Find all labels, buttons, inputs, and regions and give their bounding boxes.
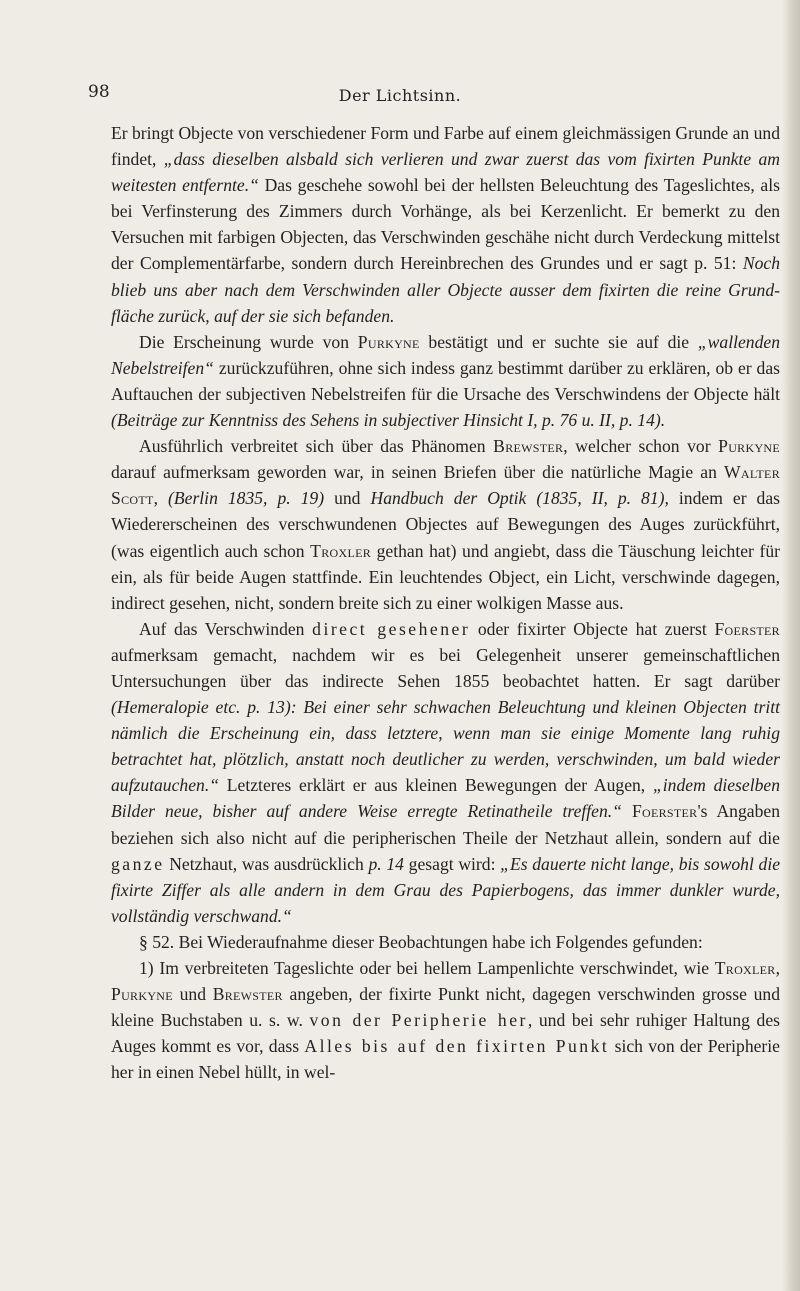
paragraph bbox=[111, 433, 780, 616]
section-paragraph bbox=[111, 929, 780, 955]
text-run: , welcher schon vor bbox=[563, 436, 719, 457]
small-caps-name: Brewster bbox=[212, 984, 283, 1005]
body-text bbox=[111, 120, 780, 1085]
italic-run: Noch blieb uns aber nach dem Verschwinden aller Objecte ausser dem fixirten die reine Grund-fläche zurück, auf der sie sich befanden. bbox=[111, 253, 780, 326]
small-caps-name: Troxler bbox=[310, 540, 372, 561]
italic-run: „wallenden Nebelstreifen“ bbox=[111, 331, 780, 378]
text-run: aufmerksam gemacht, nachdem wir es bei Gelegenheit unserer gemeinschaftlichen Untersuchungen über das indirecte Sehen 1855 beobachtet hatten. Er sagt darüber bbox=[111, 644, 780, 691]
text-run: gesagt wird: bbox=[403, 853, 501, 874]
text-run: , bbox=[153, 488, 169, 509]
paragraph bbox=[111, 120, 780, 329]
paragraph bbox=[111, 616, 780, 929]
small-caps-name: Foerster bbox=[714, 618, 780, 639]
running-head bbox=[0, 82, 800, 112]
italic-run: Handbuch der Optik (1835, II, p. 81), bbox=[370, 488, 669, 509]
small-caps-name: Purkyne bbox=[357, 331, 420, 352]
text-run: Ausführlich verbreitet sich über das Phänomen bbox=[139, 436, 494, 457]
text-run: § 52. Bei Wiederaufnahme dieser Beobachtungen habe ich Folgendes gefunden: bbox=[139, 931, 703, 952]
italic-run: „Es dauerte nicht lange, bis sowohl die fixirte Ziffer als alle andern in dem Grau des Papierbogens, das immer dunkler wurde, vollständig verschwand.“ bbox=[111, 853, 781, 926]
paragraph bbox=[111, 329, 780, 433]
text-run: oder fixirter Objecte hat zuerst bbox=[470, 618, 715, 639]
small-caps-name: Purkyne bbox=[718, 436, 781, 457]
text-run: gethan hat) und angiebt, dass die Täuschung leichter für ein, als für beide Augen stattfinde. Ein leuchtendes Object, ein Licht, verschwinde dagegen, indirect gesehen, nicht, sondern breite sich zu einer wolkigen Masse aus. bbox=[111, 540, 780, 613]
small-caps-name: Troxler bbox=[714, 958, 776, 978]
numbered-paragraph bbox=[111, 955, 780, 1085]
text-run: sich von der Peripherie her in einen Nebel hüllt, in wel- bbox=[111, 1036, 780, 1083]
italic-run: „dass dieselben alsbald sich verlieren und zwar zuerst das vom fixirten Punkte am weitesten entfernte.“ bbox=[111, 149, 780, 196]
italic-run: (Berlin 1835, p. 19) bbox=[168, 488, 325, 509]
spaced-emphasis: direct gesehener bbox=[312, 618, 471, 639]
running-title: Der Lichtsinn. bbox=[338, 86, 462, 105]
text-run: , bbox=[775, 958, 780, 978]
text-run: Die Erscheinung wurde von bbox=[139, 331, 358, 352]
text-run: angeben, der fixirte Punkt nicht, dagegen verschwinden grosse und kleine Buchstaben u. s. w. bbox=[111, 984, 780, 1031]
text-run: Netzhaut, was ausdrücklich bbox=[164, 853, 369, 874]
page-number: 98 bbox=[88, 82, 110, 102]
small-caps-name: Purkyne bbox=[111, 984, 173, 1005]
text-run: darauf aufmerksam geworden war, in seinen Briefen über die natürliche Magie an bbox=[111, 462, 725, 483]
text-run: Letzteres erklärt er aus kleinen Bewegungen der Augen, bbox=[219, 775, 653, 796]
spaced-emphasis: ganze bbox=[111, 853, 165, 874]
page-edge bbox=[782, 0, 800, 1291]
spaced-emphasis: von der Peripherie her bbox=[309, 1010, 528, 1031]
text-run: und bbox=[172, 984, 213, 1005]
spaced-emphasis: Alles bis auf den fixirten Punkt bbox=[304, 1036, 610, 1057]
text-run: und bbox=[324, 488, 371, 509]
small-caps-name: Brewster bbox=[493, 436, 564, 457]
small-caps-name: Foerster bbox=[631, 801, 698, 822]
text-run: Das geschehe sowohl bei der hellsten Beleuchtung des Tageslichtes, als bei Verfinsterung des Zimmers durch Vorhänge, als bei Kerzenlicht. Er bemerkt zu den Versuchen mit farbigen Objecten, das Verschwinden geschähe nicht durch Verdeckung mittelst der Complementärfarbe, sondern durch Hereinbrechen des Grundes und er sagt p. 51: bbox=[111, 175, 780, 274]
italic-run: p. 14 bbox=[368, 853, 404, 874]
text-run: bestätigt und er suchte sie auf die bbox=[419, 331, 698, 352]
text-run: zurückzuführen, ohne sich indess ganz bestimmt darüber zu erklären, ob er das Auftauchen der subjectiven Nebelstreifen für die Ursache des Verschwindens der Objecte hält bbox=[111, 357, 780, 404]
italic-run: „indem dieselben Bilder neue, bisher auf andere Weise erregte Retinatheile treffen.“ bbox=[111, 775, 781, 822]
text-run: indem er das Wiedererscheinen des verschwundenen Objectes auf Bewegungen des Auges zurückführt, (was eigentlich auch schon bbox=[111, 488, 781, 561]
text-run: , und bei sehr ruhiger Haltung des Auges kommt es vor, dass bbox=[111, 1010, 781, 1057]
text-run: 's Angaben beziehen sich also nicht auf die peripherischen Theile der Netzhaut allein, sondern auf die bbox=[111, 801, 780, 848]
italic-run: (Beiträge zur Kenntniss des Sehens in subjectiver Hinsicht I, p. 76 u. II, p. 14). bbox=[111, 410, 666, 431]
text-run bbox=[622, 801, 632, 821]
small-caps-name: Walter Scott bbox=[111, 462, 780, 509]
text-run: 1) Im verbreiteten Tageslichte oder bei hellem Lampenlichte verschwindet, wie bbox=[139, 958, 715, 978]
text-run: Auf das Verschwinden bbox=[139, 618, 313, 639]
text-run: Er bringt Objecte von verschiedener Form und Farbe auf einem gleichmässigen Grunde an und findet, bbox=[111, 123, 780, 170]
italic-run: (Hemeralopie etc. p. 13): Bei einer sehr schwachen Beleuchtung und kleinen Objecten tritt nämlich die Erscheinung ein, dass letztere, wenn man sie einige Momente lang ruhig betrachtet hat, plötzlich, anstatt noch deutlicher zu werden, verschwinden, um bald wieder aufzutauchen.“ bbox=[111, 697, 780, 796]
